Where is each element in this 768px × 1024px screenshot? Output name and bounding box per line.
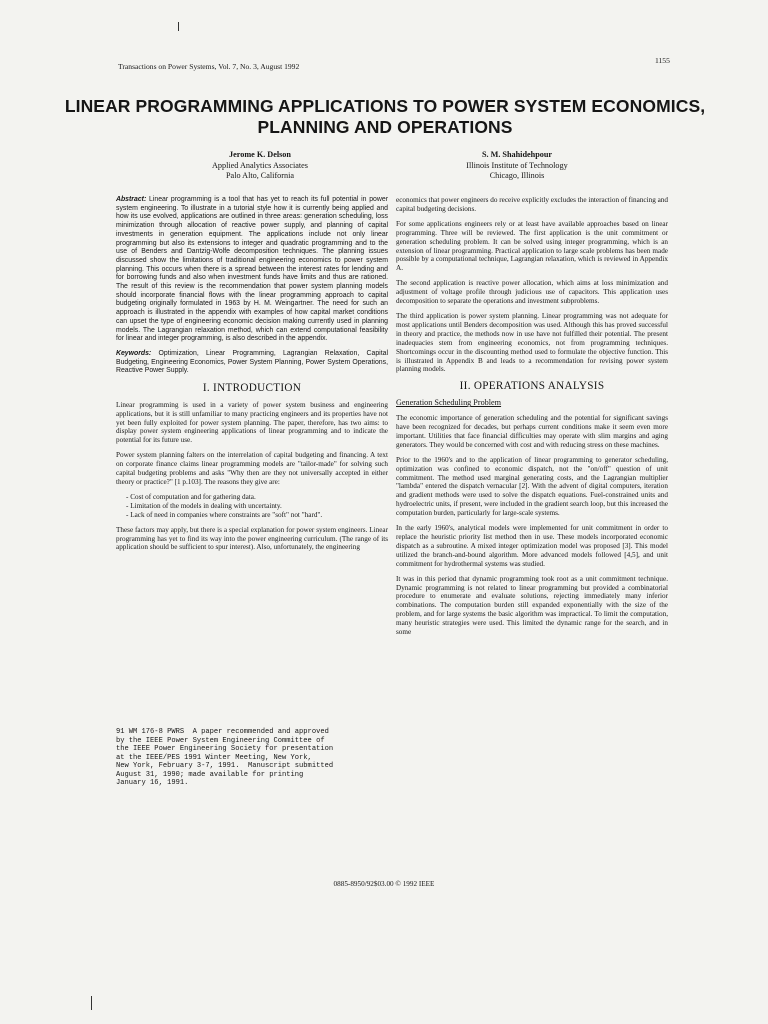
right-column <box>396 196 668 643</box>
list-item: - Limitation of the models in dealing with uncertainty. <box>126 502 388 511</box>
scan-mark <box>91 996 92 1010</box>
author-name: Jerome K. Delson <box>229 150 291 159</box>
keywords-text: Optimization, Linear Programming, Lagrangian Relaxation, Capital Budgeting, Engineering Economics, Power System Planning, Power System Operations, Reactive Power Supply. <box>116 349 388 375</box>
paragraph: The economic importance of generation scheduling and the potential for significant savings have been recognized for decades, but perhaps current conditions make it seem even more important. Utilities that face financial difficulties may operate with slim margins and aging generators. They would be concerned with cost and with reducing stress on these machines. <box>396 414 668 449</box>
paragraph: Power system planning falters on the interrelation of capital budgeting and financing. A text on corporate finance claims linear programming models are "tailor-made" for solving such capital budgeting problems and asks "Why then are they not universally accepted in either theory or practice?" [1 p.103]. The reasons they give are: <box>116 451 388 487</box>
author-affiliation: Illinois Institute of Technology <box>466 160 568 170</box>
author-location: Palo Alto, California <box>226 171 294 180</box>
author-block <box>402 150 632 182</box>
paragraph: Linear programming is used in a variety of power system business and engineering applications, but it is still unfamiliar to many practicing engineers and its properties have not yet been fully exploited for power system planning. The paper, therefore, has two aims: to display power system engineering applications of linear programming and to indicate the potential for its future use. <box>116 400 388 445</box>
footnote: 91 WM 176-8 PWRS A paper recommended and approved by the IEEE Power System Engineering Committee of the IEEE Power Engineering Society for presentation at the IEEE/PES 1991 Winter Meeting, New York, New York, February 3-7, 1991. Manuscript submitted August 31, 1990; made available for printing January 16, 1991. <box>116 728 334 787</box>
page-number: 1155 <box>655 56 670 65</box>
list-item: - Lack of need in companies where constraints are "soft" not "hard". <box>126 511 388 520</box>
paragraph: It was in this period that dynamic programming took root as a unit commitment technique. Dynamic programming is not related to linear programming but provided a combinatorial procedure to enumerate and evaluate solutions, rejecting immediately many inferior combinations. The computation burden still expanded exponentially with the size of the problem, and for large systems the basic algorithm was impractical. To limit the computation, many heuristic strategies were used. This limited the dynamic range for the search, and in some <box>396 574 668 637</box>
abstract-label: Abstract: <box>116 196 147 203</box>
paragraph: For some applications engineers rely or at least have available approaches based on linear programming. Three will be reviewed. The first application is the unit commitment or generation scheduling problem. It can be solved using integer programming, which is an extension of linear programming. Practical application to large scale problems has been made possible by a computational technique, Lagrangian relaxation, which is reviewed in Appendix A. <box>396 219 668 273</box>
author-name: S. M. Shahidehpour <box>481 150 553 159</box>
section-heading: II. OPERATIONS ANALYSIS <box>459 380 605 393</box>
author-affiliation: Applied Analytics Associates <box>212 160 308 170</box>
author-block <box>145 150 375 182</box>
paragraph: The second application is reactive power allocation, which aims at loss minimization and adjustment of voltage profile through judicious use of capacitors. This application uses decomposition to separate the operations and investment subproblems. <box>396 279 668 306</box>
paragraph: Prior to the 1960's and to the application of linear programming to generator scheduling, optimization was confined to economic dispatch, not the "on/off" question of unit commitment. The method used marginal generating costs, and the Lagrangian multiplier "lambda" entered the dispatch vernacular [2]. With the advent of digital computers, iteration and gradient methods were used to solve the dispatch equations. Fuel-constrained units and hydroelectric units, if present, were included in the gradient search loop, but this increased the computation burden, particularly for large-scale systems. <box>396 455 668 518</box>
keywords-label: Keywords: <box>116 349 152 357</box>
subsection-heading: Generation Scheduling Problem <box>396 398 502 408</box>
abstract <box>116 196 388 344</box>
paragraph: The third application is power system planning. Linear programming was not adequate for most applications until Benders decomposition was used. Although this has proved successful in theory and practice, the methods now in use have not fulfilled their potential. The present inadequacies stem from engineering economics, not from programming techniques. Shortcomings occur in the discounting method used to formulate the objective function. This is illustrated in Appendix B and leads to a recommendation for revising power system planning models. <box>396 311 668 374</box>
list-item: - Cost of computation and for gathering data. <box>126 493 388 502</box>
abstract-text: Linear programming is a tool that has yet to reach its full potential in power system engineering. To illustrate in a tutorial style how it is currently being applied and how its use evolved, applications are outlined in three areas: generation scheduling, loss minimization through allocation of reactive power supply, and planning of capital investments in generation equipment. The applications include not only linear programming but also its extensions to integer and quadratic programming and to the use of Benders and Dantzig-Wolfe decomposition techniques. The planning issues discussed show the limitations of traditional engineering economics to power system planning. This occurs when there is a spread between the interest rates for lending and for borrowing funds and also when investment funds have limits and thus are rationed. The result of this review is the recommendation that power system planning models should incorporate financial flows with the linear programming approach to capital budgeting originally formulated in 1963 by H. M. Weingartner. The need for such an approach is illustrated in the appendix with examples of how capital market conditions can upset the type of engineering economic decision making currently used in planning models. The Lagrangian relaxation method, which can extend computational feasibility for linear and integer programming, is also described in the appendix. <box>116 196 388 343</box>
author-location: Chicago, Illinois <box>489 171 545 180</box>
reasons-list <box>116 493 388 520</box>
paragraph: economics that power engineers do receive explicitly excludes the interaction of financing and capital budgeting decisions. <box>396 196 668 213</box>
keywords <box>116 350 388 376</box>
paragraph: In the early 1960's, analytical models were implemented for unit commitment in order to replace the heuristic priority list method then in use. These models incorporated economic dispatch as a subroutine. A mixed integer optimization model was proposed [3]. This model utilized the branch-and-bound algorithm. More advanced models followed [4,5], and unit commitment for hydrothermal systems was studied. <box>396 524 668 568</box>
copyright-notice: 0885-8950/92$03.00 © 1992 IEEE <box>333 880 435 888</box>
paper-title: LINEAR PROGRAMMING APPLICATIONS TO POWER SYSTEM ECONOMICS, PLANNING AND OPERATIONS <box>64 96 706 137</box>
section-heading: I. INTRODUCTION <box>202 382 302 395</box>
scan-mark <box>178 22 179 31</box>
paragraph: These factors may apply, but there is a special explanation for power system engineers. Linear programming has yet to find its way into the power engineering curriculum. (The range of its application should be sufficient to spur interest). Also, unfortunately, the engineering <box>116 525 388 552</box>
left-column <box>116 196 388 558</box>
journal-header: Transactions on Power Systems, Vol. 7, No. 3, August 1992 <box>118 62 300 71</box>
